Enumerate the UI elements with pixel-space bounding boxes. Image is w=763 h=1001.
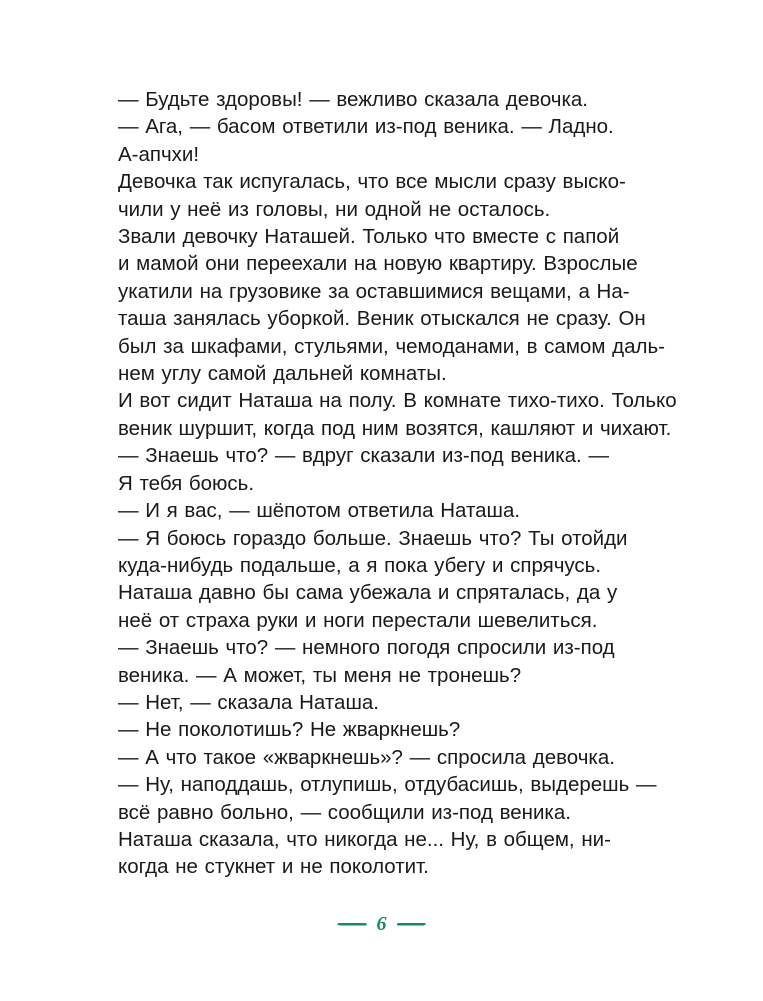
page-number: 6	[376, 913, 387, 935]
page-footer	[0, 912, 763, 936]
paragraph-14: — Ну, наподдашь, отлупишь, отдубасишь, выдерешь — всё равно больно, — сообщили из-под веника.	[118, 773, 657, 824]
left-dash-ornament	[337, 923, 367, 926]
paragraph-15: Наташа сказала, что никогда не... Ну, в общем, ни- когда не стукнет и не поколотит.	[118, 827, 611, 879]
paragraph-13: — А что такое «жваркнешь»? — спросила девочка.	[118, 745, 615, 769]
paragraph-7: — И я вас, — шёпотом ответила Наташа.	[118, 499, 521, 523]
story-text	[118, 86, 698, 881]
paragraph-12: — Не поколотишь? Не жваркнешь?	[118, 718, 461, 742]
paragraph-9: Наташа давно бы сама убежала и спряталась, да у неё от страха руки и ноги перестали шевелиться.	[118, 581, 618, 632]
paragraph-1: — Будьте здоровы! — вежливо сказала девочка.	[118, 88, 588, 111]
paragraph-8: — Я боюсь гораздо больше. Знаешь что? Ты отойди куда-нибудь подальше, а я пока убегу и спрячусь.	[118, 526, 628, 577]
paragraph-6: — Знаешь что? — вдруг сказали из-под веника. — Я тебя боюсь.	[118, 444, 609, 495]
paragraph-10: — Знаешь что? — немного погодя спросили из-под веника. — А может, ты меня не тронешь?	[118, 636, 615, 687]
right-dash-ornament	[397, 923, 427, 926]
paragraph-3: Девочка так испугалась, что все мысли сразу выско- чили у неё из головы, ни одной не осталось.	[118, 170, 626, 221]
paragraph-5: И вот сидит Наташа на полу. В комнате тихо-тихо. Только веник шуршит, когда под ним возятся, кашляют и чихают.	[118, 389, 677, 440]
paragraph-11: — Нет, — сказала Наташа.	[118, 690, 379, 714]
paragraph-4: Звали девочку Наташей. Только что вместе с папой и мамой они переехали на новую квартиру. Взрослые укатили на грузовике за оставшимися вещами, а На- таша занялась уборкой. Веник отыскался не сразу. Он был за шкафами, стульями, чемоданами, в самом даль- нем углу самой дальней комнаты.	[118, 225, 665, 386]
paragraph-2: — Ага, — басом ответили из-под веника. — Ладно. А-апчхи!	[118, 115, 614, 166]
